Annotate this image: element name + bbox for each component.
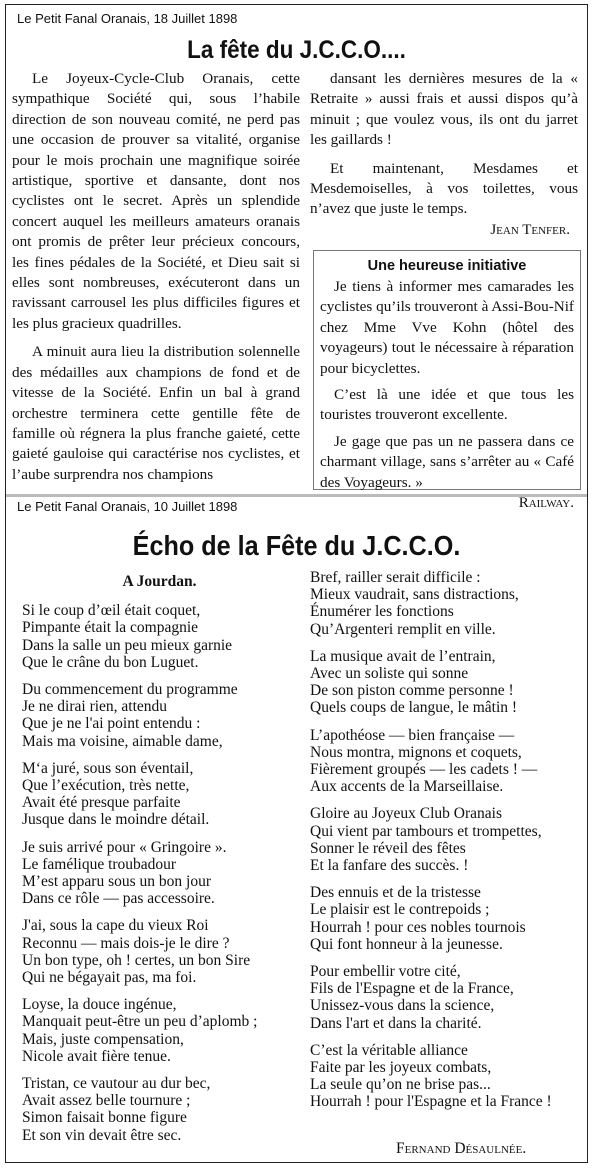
- article1-title: La fête du J.C.C.O....: [187, 36, 406, 64]
- poem-line: De son piston comme personne !: [310, 682, 514, 700]
- article1-right-column: [310, 69, 578, 240]
- poem-line: C’est la véritable alliance: [310, 1041, 468, 1059]
- poem-line: M‘a juré, sous son éventail,: [22, 759, 194, 777]
- poem-line: Loyse, la douce ingénue,: [22, 996, 177, 1014]
- poem-line: Et son vin devait être sec.: [22, 1126, 182, 1144]
- poem-stanza: [22, 1075, 297, 1144]
- article1-paragraph: A minuit aura lieu la distribution solennelle des médailles aux champions de fond et de vitesse de la Société. Enfin un bal à grand orchestre terminera cette gentille fête de famille où régnera la plus franche gaieté, cette gaieté gauloise qui caractérise nos cyclistes, et l’aube surprendra nos champions: [12, 343, 300, 483]
- poem-line: L’apothéose — bien française —: [310, 726, 515, 744]
- poem-line: J'ai, sous la cape du vieux Roi: [22, 917, 209, 935]
- poem-line: Je ne dirai rien, attendu: [22, 698, 168, 716]
- poem-line: Sonner le réveil des fêtes: [310, 839, 466, 857]
- poem-stanza: [310, 963, 588, 1032]
- poem-title: A Jourdan.: [122, 573, 197, 590]
- sidebar-box: [313, 250, 581, 512]
- article-separator: [6, 494, 587, 497]
- poem-line: Faite par les joyeux combats,: [310, 1059, 492, 1077]
- box-paragraph: Je tiens à informer mes camarades les cyclistes qu’ils trouveront à Assi-Bou-Nif chez Mme Vve Kohn (hôtel des voyageurs) tout le nécessaire à réparation pour bicyclettes.: [320, 278, 574, 377]
- poem-stanza: [22, 681, 297, 750]
- poem-line: Gloire au Joyeux Club Oranais: [310, 805, 502, 823]
- poem-line: Des ennuis et de la tristesse: [310, 884, 481, 902]
- poem-line: Qui ne bégayait pas, ma foi.: [22, 969, 197, 987]
- poem-line: M’est apparu sous un bon jour: [22, 873, 211, 891]
- poem-line: La musique avait de l’entrain,: [310, 647, 496, 665]
- poem-line: Reconnu — mais dois-je le dire ?: [22, 934, 230, 952]
- poem-line: Quels coups de langue, le mâtin !: [310, 699, 518, 717]
- poem-right-column: [310, 569, 588, 1121]
- poem-stanza: [310, 1042, 588, 1111]
- poem-line: Dans l'art et dans la charité.: [310, 1014, 482, 1032]
- poem-stanza: [310, 569, 588, 638]
- article1-signature: Jean Tenfer.: [490, 221, 570, 238]
- article1-left-column: [12, 69, 300, 485]
- poem-line: Nous montra, mignons et coquets,: [310, 743, 522, 761]
- poem-line: Qui vient par tambours et trompettes,: [310, 822, 542, 840]
- box-paragraph: Je gage que pas un ne passera dans ce charmant village, sans s’arrêter au « Café des Voyageurs. »: [320, 432, 574, 491]
- article1-paragraph: Le Joyeux-Cycle-Club Oranais, cette sympathique Société qui, sous l’habile direction de son nouveau comité, ne perd pas une occasion de prouver sa vitalité, organise pour le mois prochain une magnifique soirée artistique, sportive et dansante, dont nos cyclistes ont le secret. Après un splendide concert auquel les meilleurs amateurs oranais ont promis de prêter leur précieux concours, les fines pédales de la Société, et Dieu sait si elles sont nombreuses, exécuteront dans un ravissant carrousel les plus difficiles figures et les plus gracieux quadrilles.: [12, 70, 300, 332]
- poem-line: Hourrah ! pour l'Espagne et la France !: [310, 1093, 552, 1111]
- poem-line: Dans ce rôle — pas accessoire.: [22, 890, 215, 908]
- poem-line: Si le coup d’œil était coquet,: [22, 602, 201, 620]
- poem-line: Que l’exécution, très nette,: [22, 777, 190, 795]
- poem-line: La seule qu’on ne brise pas...: [310, 1076, 491, 1094]
- poem-line: Qu’Argenteri remplit en ville.: [310, 620, 496, 638]
- poem-left-column: [22, 569, 297, 1154]
- poem-line: Avait été presque parfaite: [22, 794, 181, 812]
- poem-line: Simon faisait bonne figure: [22, 1109, 187, 1127]
- poem-stanza: [310, 884, 588, 953]
- poem-line: Mais ma voisine, aimable dame,: [22, 732, 223, 750]
- poem-line: Dans la salle un peu mieux garnie: [22, 636, 233, 654]
- poem-stanza: [310, 648, 588, 717]
- article2-title: Écho de la Fête du J.C.C.O.: [132, 530, 461, 561]
- box-title: Une heureuse initiative: [367, 258, 527, 274]
- poem-line: Aux accents de la Marseillaise.: [310, 778, 504, 796]
- poem-line: Fils de l'Espagne et de la France,: [310, 980, 514, 998]
- article2-source: Le Petit Fanal Oranais, 10 Juillet 1898: [17, 499, 238, 514]
- poem-line: Et la fanfare des succès. !: [310, 857, 469, 875]
- poem-line: Bref, railler serait difficile :: [310, 569, 481, 586]
- poem-line: Du commencement du programme: [22, 681, 238, 699]
- poem-signature: Fernand Désaulnée.: [396, 1140, 527, 1157]
- poem-line: Que je ne l'ai point entendu :: [22, 715, 201, 733]
- poem-stanza: [310, 805, 588, 874]
- poem-stanza: [22, 917, 297, 986]
- poem-line: Que le crâne du bon Luguet.: [22, 653, 199, 671]
- poem-line: Jusque dans le moindre détail.: [22, 811, 210, 829]
- poem-line: Tristan, ce vautour au dur bec,: [22, 1075, 211, 1093]
- poem-stanza: [22, 996, 297, 1065]
- poem-line: Hourrah ! pour ces nobles tournois: [310, 918, 526, 936]
- poem-line: Pour embellir votre cité,: [310, 963, 461, 981]
- poem-line: Manquait peut-être un peu d’aplomb ;: [22, 1013, 258, 1031]
- poem-line: Qui font honneur à la jeunesse.: [310, 935, 503, 953]
- article1-paragraph: Et maintenant, Mesdames et Mesdemoiselles, à vos toilettes, vous n’avez que juste le temps.: [310, 159, 578, 218]
- poem-line: Unissez-vous dans la science,: [310, 997, 495, 1015]
- poem-line: Mieux vaudrait, sans distractions,: [310, 586, 519, 604]
- box-signature: Railway.: [518, 495, 574, 512]
- poem-line: Avec un soliste qui sonne: [310, 665, 469, 683]
- poem-stanza: [22, 602, 297, 671]
- box-paragraph: C’est là une idée et que tous les touristes trouveront excellente.: [320, 386, 574, 424]
- article1-paragraph: dansant les dernières mesures de la « Retraite » aussi frais et aussi dispos qu’à minuit ; que voulez vous, ils ont du jarret les gaillards !: [310, 70, 578, 149]
- poem-line: Le plaisir est le contrepoids ;: [310, 901, 490, 919]
- poem-stanza: [22, 760, 297, 829]
- poem-line: Nicole avait fière tenue.: [22, 1047, 171, 1065]
- newspaper-page: [5, 4, 588, 1163]
- poem-line: Fièrement groupés — les cadets ! —: [310, 761, 538, 779]
- poem-line: Énumérer les fonctions: [310, 603, 454, 621]
- poem-stanza: [310, 727, 588, 796]
- article1-source: Le Petit Fanal Oranais, 18 Juillet 1898: [17, 11, 238, 26]
- poem-line: Avait assez belle tournure ;: [22, 1092, 191, 1110]
- poem-line: Je suis arrivé pour « Gringoire ».: [22, 838, 227, 856]
- poem-line: Un bon type, oh ! certes, un bon Sire: [22, 951, 251, 969]
- poem-line: Mais, juste compensation,: [22, 1030, 184, 1048]
- poem-stanza: [22, 839, 297, 908]
- poem-line: Le famélique troubadour: [22, 855, 177, 873]
- poem-line: Pimpante était la compagnie: [22, 619, 199, 637]
